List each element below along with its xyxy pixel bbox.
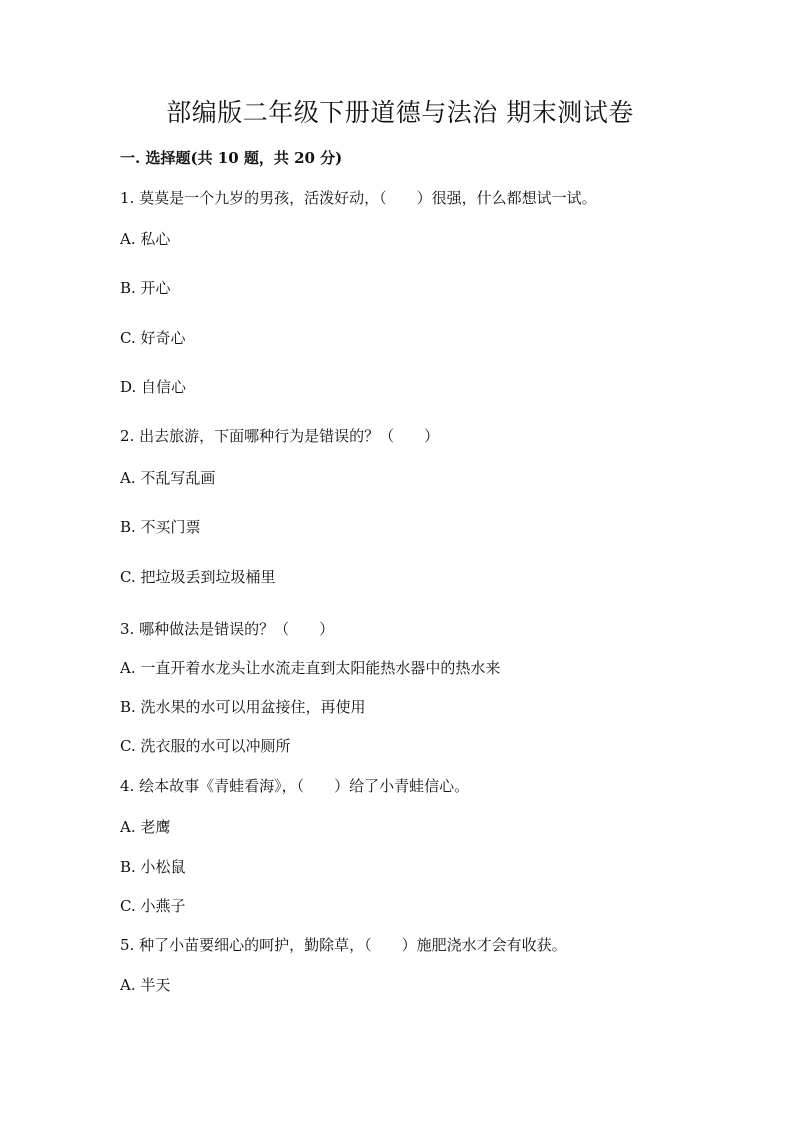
page-title: 部编版二年级下册道德与法治 期末测试卷 xyxy=(166,98,634,127)
question-5-stem: 5. 种了小苗要细心的呵护，勤除草，（ ）施肥浇水才会有收获。 xyxy=(120,936,567,954)
question-1-option-c: C. 好奇心 xyxy=(120,329,186,347)
question-5-option-a: A. 半天 xyxy=(120,976,171,994)
question-1-option-b: B. 开心 xyxy=(120,279,171,297)
question-1-option-a: A. 私心 xyxy=(120,230,171,248)
question-3-stem: 3. 哪种做法是错误的？（ ） xyxy=(120,620,335,638)
question-2-option-a: A. 不乱写乱画 xyxy=(120,469,216,487)
question-3-option-c: C. 洗衣服的水可以冲厕所 xyxy=(120,737,291,755)
section-heading: 一. 选择题(共 10 题，共 20 分) xyxy=(120,149,343,167)
question-4-stem: 4. 绘本故事《青蛙看海》，（ ）给了小青蛙信心。 xyxy=(120,777,470,795)
question-2-stem: 2. 出去旅游，下面哪种行为是错误的？（ ） xyxy=(120,427,440,445)
question-4-option-c: C. 小燕子 xyxy=(120,897,186,915)
question-1-stem: 1. 莫莫是一个九岁的男孩，活泼好动，（ ）很强，什么都想试一试。 xyxy=(120,189,597,207)
question-3-option-a: A. 一直开着水龙头让水流走直到太阳能热水器中的热水来 xyxy=(120,659,501,677)
question-4-option-b: B. 小松鼠 xyxy=(120,858,186,876)
question-2-option-c: C. 把垃圾丢到垃圾桶里 xyxy=(120,568,276,586)
question-2-option-b: B. 不买门票 xyxy=(120,518,201,536)
question-3-option-b: B. 洗水果的水可以用盆接住，再使用 xyxy=(120,698,366,716)
question-4-option-a: A. 老鹰 xyxy=(120,818,171,836)
question-1-option-d: D. 自信心 xyxy=(120,378,187,396)
